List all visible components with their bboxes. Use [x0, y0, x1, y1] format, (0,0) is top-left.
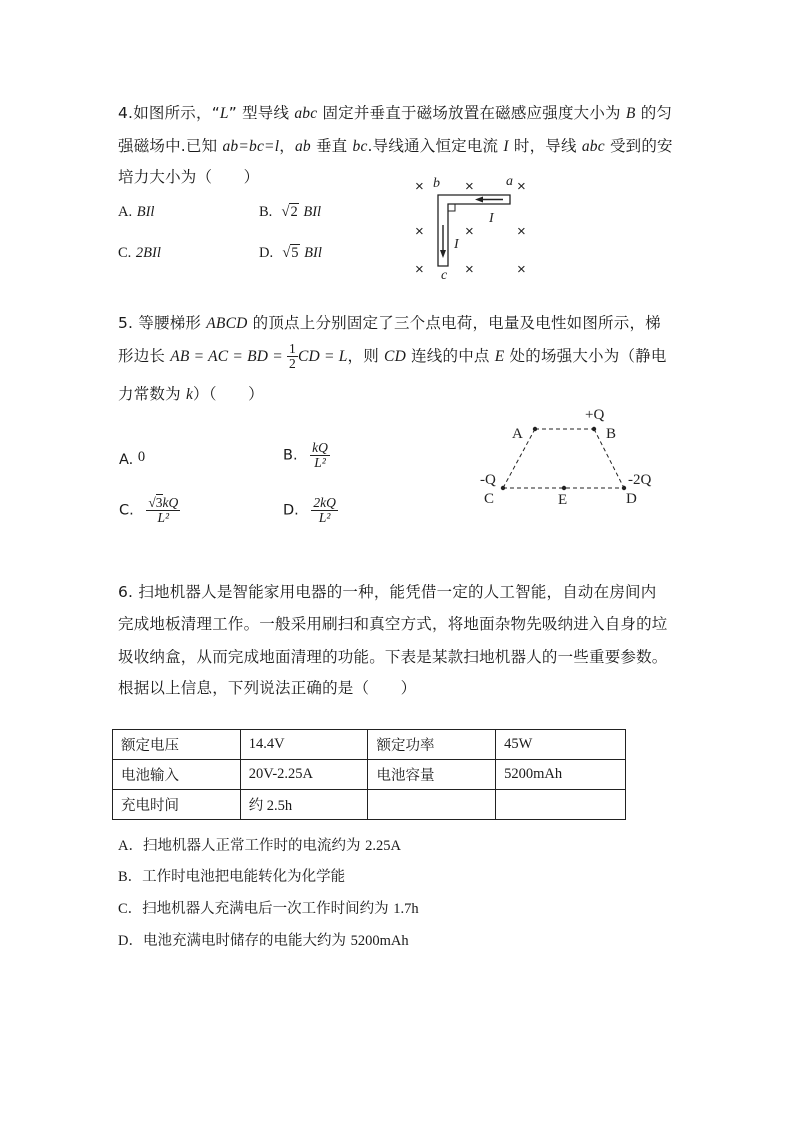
robot-parameters-table	[112, 729, 626, 820]
text: ）（ ）	[193, 385, 264, 403]
choice-letter: B．	[118, 869, 143, 885]
charge-label-D: -2Q	[628, 472, 652, 488]
choice-text: 工作时电池把电能转化为化学能	[142, 869, 346, 885]
math-equation: CD = L	[297, 348, 348, 366]
label-current-1: I	[489, 211, 494, 226]
numerator-expr: kQ	[162, 495, 179, 510]
option-letter: C.	[118, 245, 132, 261]
q4-stem-line-3: 培力大小为（ ）	[118, 168, 260, 186]
math-CD: CD	[384, 348, 406, 366]
table-cell-value: 5200mAh	[496, 760, 626, 790]
text: 时，导线	[508, 137, 582, 155]
label-D: D	[626, 491, 637, 507]
table-cell-empty	[496, 790, 626, 820]
text: ” 型导线	[228, 104, 295, 122]
text: 4.如图所示，“	[118, 104, 220, 122]
text: .导线通入恒定电流	[367, 137, 504, 155]
text: 处的场强大小为（静电	[504, 347, 667, 366]
option-expr: BIl	[136, 204, 155, 220]
q4-stem-line-2	[118, 134, 673, 156]
q4-option-d[interactable]	[259, 245, 322, 262]
svg-text:×: ×	[465, 261, 474, 278]
svg-text:×: ×	[465, 223, 474, 240]
numerator	[146, 496, 180, 511]
table-cell-label: 额定电压	[113, 730, 241, 760]
choice-text: 电池充满电时储存的电能大约为	[142, 933, 351, 949]
q6-choice-b[interactable]	[118, 865, 345, 886]
q6-choice-c[interactable]	[118, 897, 419, 918]
label-C: C	[484, 491, 495, 507]
option-expr: BIl	[304, 245, 322, 261]
q5-stem-line-1	[118, 311, 661, 333]
table-cell-value: 20V-2.25A	[240, 760, 368, 790]
text: 的匀	[635, 104, 673, 122]
denominator: L²	[318, 510, 331, 526]
choice-text: 扫地机器人充满电后一次工作时间约为	[142, 901, 394, 917]
svg-text:×: ×	[415, 223, 424, 240]
label-current-2: I	[454, 237, 459, 252]
radicand: 2	[290, 204, 298, 220]
choice-text: 扫地机器人正常工作时的电流约为	[142, 838, 366, 854]
math-bc: bc	[352, 138, 368, 155]
choice-letter: C．	[118, 901, 143, 917]
fraction-half	[287, 342, 298, 371]
text: 5. 等腰梯形	[118, 314, 207, 332]
sqrt-symbol: √2	[281, 204, 298, 220]
choice-letter: D．	[118, 933, 143, 949]
option-letter: D.	[259, 245, 274, 261]
text: 的顶点上分别固定了三个点电荷，电量及电性如图所示，梯	[247, 314, 661, 332]
math-I: I	[503, 138, 509, 155]
svg-text:×: ×	[415, 261, 424, 278]
option-expr: BIl	[303, 204, 322, 220]
q5-stem-line-3	[118, 382, 264, 404]
option-letter: B.	[259, 204, 273, 220]
math-abc: abc	[294, 105, 318, 122]
label-a: a	[506, 174, 513, 189]
table-cell-label: 电池容量	[368, 760, 496, 790]
svg-text:×: ×	[415, 178, 424, 195]
math-E: E	[494, 348, 505, 366]
text: 连线的中点	[405, 347, 495, 366]
label-A: A	[512, 426, 523, 442]
q6-choice-d[interactable]	[118, 929, 409, 950]
text: 强磁场中.已知	[118, 137, 223, 155]
svg-text:×: ×	[517, 178, 526, 195]
l-wire-magnetic-field-figure	[405, 170, 545, 280]
option-expr	[136, 245, 161, 261]
q4-option-c[interactable]	[118, 245, 161, 262]
label-b: b	[433, 176, 440, 191]
q5-option-c[interactable]	[119, 496, 180, 525]
svg-text:×: ×	[517, 261, 526, 278]
text: 垂直	[310, 137, 353, 155]
option-fraction	[310, 441, 330, 470]
math-ab: ab	[294, 138, 311, 155]
table-row	[113, 790, 626, 820]
table-cell-value: 14.4V	[240, 730, 368, 760]
option-letter: D.	[283, 502, 299, 519]
q5-option-b[interactable]	[283, 441, 330, 470]
choice-value: 5200mAh	[350, 933, 409, 949]
q5-option-d[interactable]	[283, 496, 338, 525]
coef: 2	[135, 245, 144, 261]
label-E: E	[558, 492, 568, 508]
table-cell-label: 额定功率	[368, 730, 496, 760]
svg-text:×: ×	[517, 223, 526, 240]
q4-option-b[interactable]	[259, 204, 321, 221]
sqrt-symbol: √	[148, 495, 156, 510]
math-L: L	[219, 105, 229, 122]
math-equation: ab=bc=l	[222, 138, 280, 155]
numerator: kQ	[312, 440, 328, 455]
field-cross-icons	[415, 178, 526, 278]
table-cell-value: 约 2.5h	[240, 790, 368, 820]
denominator: 2	[289, 356, 296, 372]
math-ABCD: ABCD	[206, 315, 248, 332]
numerator: 1	[289, 341, 296, 356]
q4-stem-line-1	[118, 101, 672, 123]
text: 受到的安	[604, 137, 673, 155]
label-c: c	[441, 268, 448, 280]
trapezoid-charges-figure	[470, 400, 670, 515]
radicand: 5	[291, 245, 299, 261]
table-cell-label: 电池输入	[113, 760, 241, 790]
math-k: k	[185, 386, 194, 403]
choice-letter: A．	[118, 838, 143, 854]
charge-label-B: +Q	[585, 407, 605, 423]
sqrt-symbol: √5	[282, 245, 299, 261]
q4-option-a[interactable]	[118, 204, 154, 221]
text: 力常数为	[118, 385, 186, 403]
text: 固定并垂直于磁场放置在磁感应强度大小为	[317, 104, 626, 122]
q5-option-a[interactable]	[119, 449, 146, 469]
q6-stem-line-3: 圾收纳盒，从而完成地面清理的功能。下表是某款扫地机器人的一些重要参数。	[118, 648, 668, 666]
q6-choice-a[interactable]	[118, 834, 401, 855]
expr: BIl	[143, 245, 161, 261]
math-abc: abc	[581, 138, 605, 155]
option-letter: A.	[118, 204, 133, 220]
denominator: L²	[157, 510, 170, 526]
radicand: 3	[155, 495, 163, 510]
option-letter: C.	[119, 502, 134, 519]
text: ，	[279, 137, 295, 155]
label-B: B	[606, 426, 617, 442]
q5-stem-line-2	[118, 342, 667, 371]
denominator: L²	[314, 455, 326, 471]
table-cell-value: 45W	[496, 730, 626, 760]
option-fraction	[311, 496, 338, 525]
q6-stem-line-4: 根据以上信息，下列说法正确的是（ ）	[118, 679, 417, 697]
option-letter: A.	[119, 452, 134, 468]
q6-stem-line-1: 6. 扫地机器人是智能家用电器的一种，能凭借一定的人工智能，自动在房间内	[118, 583, 657, 601]
option-fraction	[146, 496, 180, 525]
text: ，则	[347, 347, 385, 366]
option-value: 0	[137, 449, 146, 465]
choice-value: 1.7h	[393, 901, 419, 917]
q6-stem-line-2: 完成地板清理工作。一般采用刷扫和真空方式，将地面杂物先吸纳进入自身的垃	[118, 615, 668, 633]
table-cell-label: 充电时间	[113, 790, 241, 820]
table-row	[113, 760, 626, 790]
table-row	[113, 730, 626, 760]
table-cell-empty	[368, 790, 496, 820]
math-equation: AB = AC = BD =	[170, 348, 287, 366]
option-letter: B.	[283, 447, 298, 464]
text: 形边长	[118, 347, 171, 366]
svg-text:×: ×	[465, 178, 474, 195]
charge-label-C: -Q	[480, 472, 496, 488]
choice-value: 2.25A	[365, 838, 401, 854]
math-B: B	[625, 105, 636, 122]
numerator: 2kQ	[313, 495, 336, 510]
